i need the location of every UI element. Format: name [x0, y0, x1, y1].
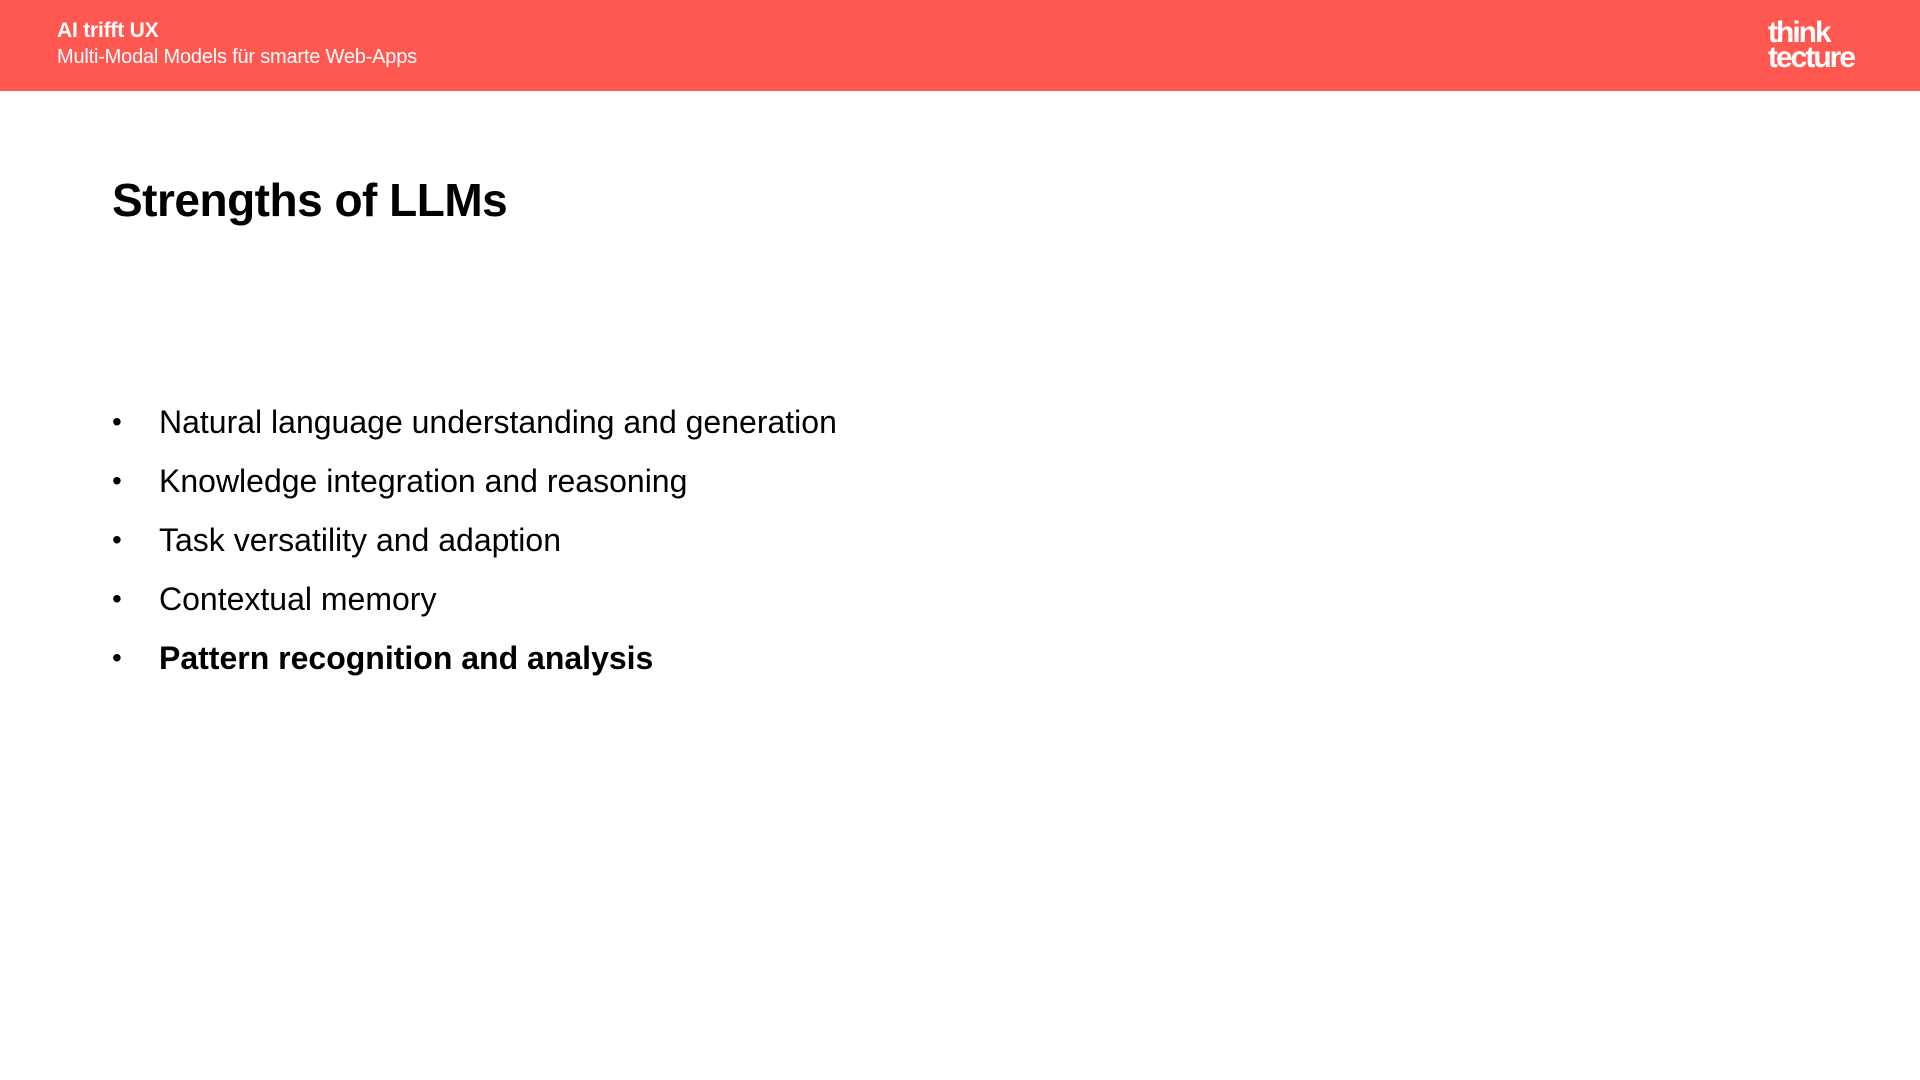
bullet-item — [112, 457, 837, 516]
bullet-item — [112, 398, 837, 457]
bullet-point: • — [112, 465, 122, 496]
bullet-text: Task versatility and adaption — [159, 522, 561, 558]
bullet-point: • — [112, 524, 122, 555]
bullet-text: Natural language understanding and generation — [159, 404, 837, 440]
presentation-subtitle: Multi-Modal Models für smarte Web-Apps — [57, 46, 417, 68]
bullet-item-emphasized — [112, 634, 837, 693]
bullet-point: • — [112, 583, 122, 614]
bullet-list — [112, 398, 837, 693]
bullet-point: • — [112, 642, 122, 673]
bullet-text: Knowledge integration and reasoning — [159, 463, 688, 499]
slide-title: Strengths of LLMs — [112, 174, 508, 226]
logo-line-1: think — [1768, 16, 1830, 49]
logo-line-2: tecture — [1768, 41, 1855, 74]
bullet-item — [112, 516, 837, 575]
presentation-title: AI trifft UX — [57, 19, 159, 42]
bullet-point: • — [112, 406, 122, 437]
thinktecture-logo — [1768, 16, 1868, 74]
bullet-item — [112, 575, 837, 634]
header-bar — [0, 0, 1920, 91]
bullet-text: Pattern recognition and analysis — [159, 640, 654, 676]
bullet-text: Contextual memory — [159, 581, 437, 617]
